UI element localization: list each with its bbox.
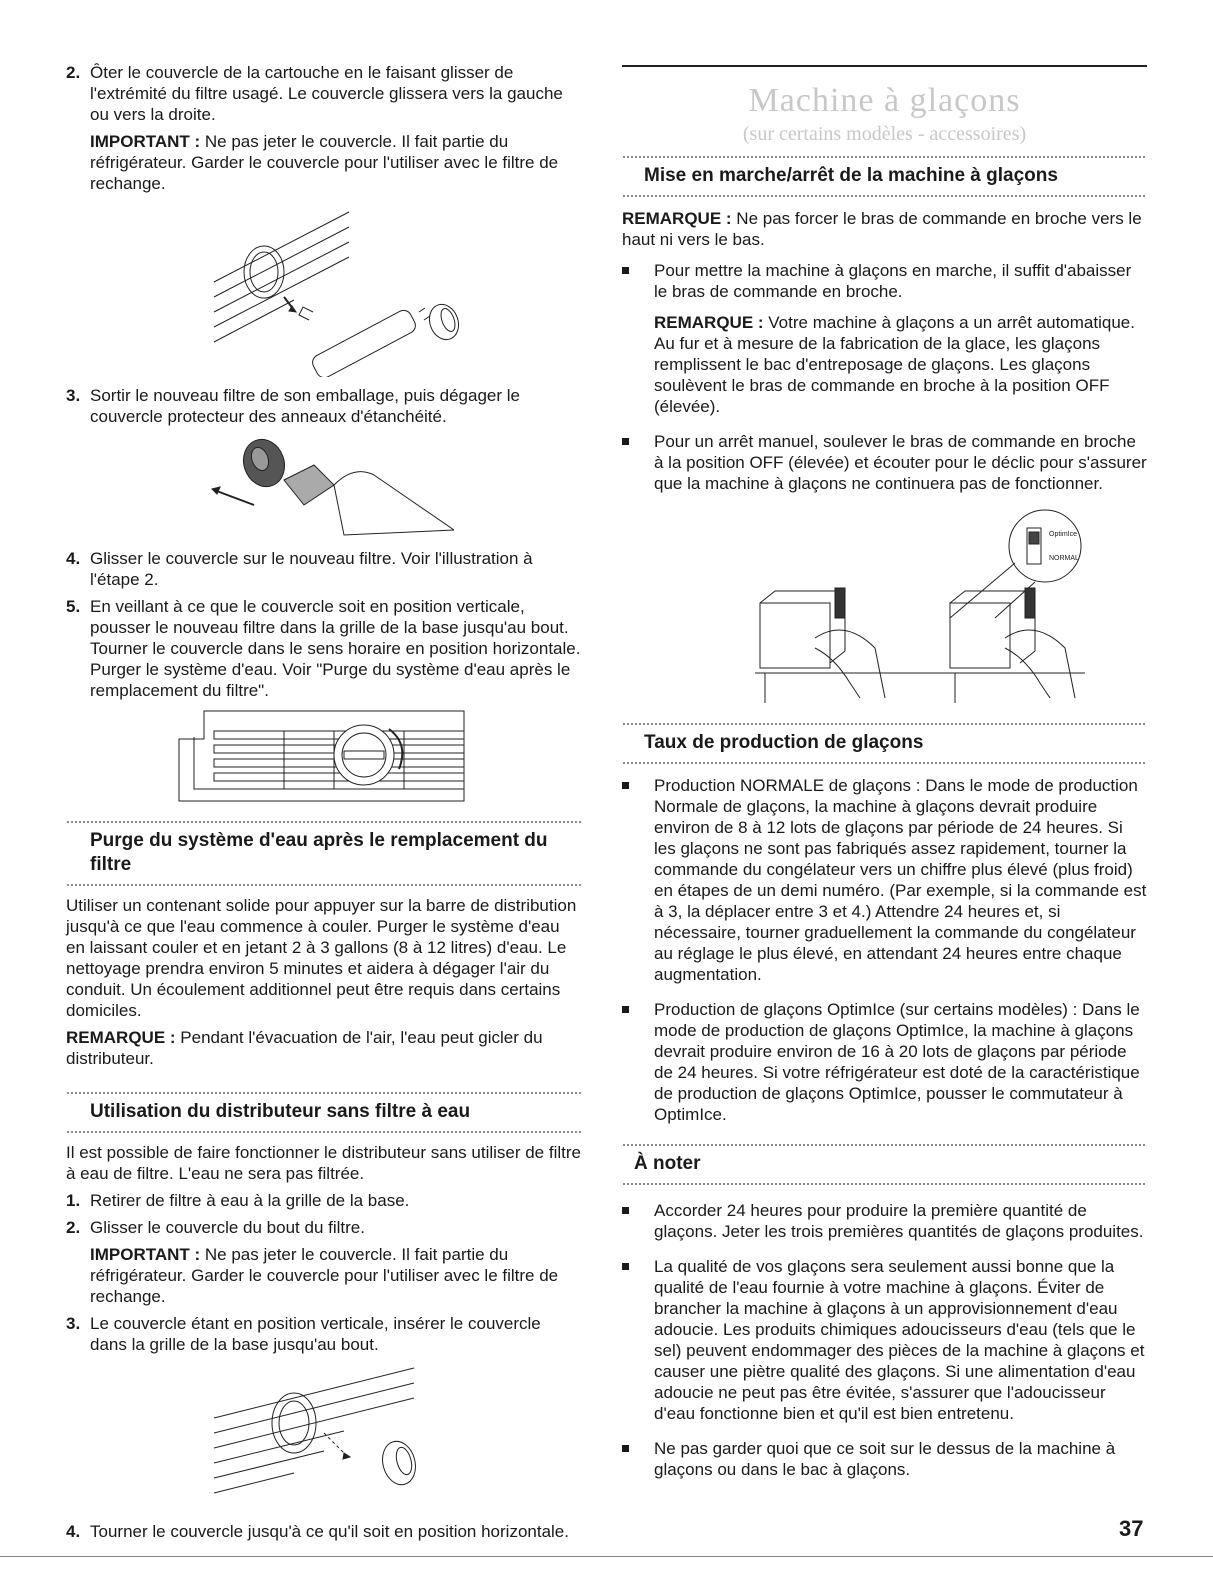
step-4	[66, 548, 581, 590]
step-3	[66, 385, 581, 427]
left-column	[66, 0, 581, 1548]
important-note: IMPORTANT : Ne pas jeter le couvercle. Il fait partie du réfrigérateur. Garder le couvercle pour l'utiliser avec le filtre de rechange.	[90, 132, 559, 193]
no-filter-step-4	[66, 1521, 581, 1542]
step-5	[66, 596, 581, 701]
notes-section-header	[622, 1143, 1147, 1186]
purge-section-header	[66, 820, 581, 887]
protective-cap-illustration	[194, 435, 454, 540]
no-filter-paragraph: Il est possible de faire fonctionner le distributeur sans utiliser de filtre à eau de filtre. L'eau ne sera pas filtrée.	[66, 1143, 581, 1183]
step-number: 4.	[66, 549, 81, 568]
bottom-rule	[0, 1556, 1213, 1557]
no-filter-step-3	[66, 1313, 581, 1355]
base-grille-illustration	[174, 709, 474, 804]
onoff-bullet-1: Pour mettre la machine à glaçons en marche, il suffit d'abaisser le bras de commande en broche. REMARQUE : Votre machine à glaçons a un arrêt automatique. Au fur et à mesure de la fabrication de la glace, les glaçons remplissent le bac d'entreposage de glaçons. Les glaçons soulèvent le bras de commande en broche à la position OFF (élevée).	[622, 260, 1147, 417]
onoff-note: REMARQUE : Ne pas forcer le bras de commande en broche vers le haut ni vers le bas.	[622, 209, 1142, 249]
step-text: Tourner le couvercle jusqu'à ce qu'il soit en position horizontale.	[90, 1522, 569, 1541]
optimice-label: OptimIce	[1048, 531, 1077, 538]
section-subtitle: (sur certains modèles - accessoires)	[742, 123, 1027, 145]
cap-removal-illustration	[174, 202, 474, 377]
rate-bullet-optimice: Production de glaçons OptimIce (sur certains modèles) : Dans le mode de production de glaçons OptimIce, la machine à glaçons devrait produire environ de 16 à 20 lots de glaçons par période de 24 heures. Si votre réfrigérateur est doté de la caractéristique de production de glaçons OptimIce, pousser le commutateur à OptimIce.	[622, 999, 1147, 1125]
step-text: Retirer de filtre à eau à la grille de la base.	[90, 1191, 410, 1210]
divider	[66, 820, 581, 824]
divider	[622, 1143, 1147, 1147]
step-text: Glisser le couvercle sur le nouveau filtre. Voir l'illustration à l'étape 2.	[90, 549, 533, 589]
no-filter-heading: Utilisation du distributeur sans filtre à eau	[90, 1101, 471, 1122]
no-filter-step-2	[66, 1217, 581, 1307]
onoff-heading: Mise en marche/arrêt de la machine à glaçons	[644, 165, 1058, 186]
rate-heading: Taux de production de glaçons	[644, 732, 924, 753]
cap-insert-illustration	[194, 1363, 454, 1513]
step-number: 4.	[66, 1522, 81, 1541]
step-number: 1.	[66, 1191, 81, 1210]
notes-bullet-1: Accorder 24 heures pour produire la première quantité de glaçons. Jeter les trois premières quantités de glaçons produites.	[622, 1200, 1147, 1242]
right-column	[622, 0, 1147, 1494]
important-note: IMPORTANT : Ne pas jeter le couvercle. Il fait partie du réfrigérateur. Garder le couvercle pour l'utiliser avec le filtre de rechange.	[90, 1245, 559, 1306]
purge-paragraph: Utiliser un contenant solide pour appuyer sur la barre de distribution jusqu'à ce que l'eau commence à couler. Purger le système d'eau en laissant couler et en jetant 2 à 3 gallons (8 à 12 litres) d'eau. Le nettoyage prendra environ 5 minutes et aidera à dégager l'air du conduit. Un écoulement additionnel peut être requis dans certains domiciles.	[66, 896, 577, 1020]
divider	[622, 722, 1147, 726]
section-title: Machine à glaçons	[748, 82, 1021, 119]
no-filter-section-header	[66, 1091, 581, 1134]
section-title-block	[622, 81, 1147, 147]
step-text: Le couvercle étant en position verticale, insérer le couvercle dans la grille de la base jusqu'au bout.	[90, 1314, 541, 1354]
normal-label: NORMAL	[1048, 555, 1079, 562]
purge-heading: Purge du système d'eau après le remplacement du filtre	[90, 830, 548, 875]
auto-stop-note: REMARQUE : Votre machine à glaçons a un arrêt automatique. Au fur et à mesure de la fabrication de la glace, les glaçons remplissent le bac d'entreposage de glaçons. Les glaçons soulèvent le bras de commande en broche à la position OFF (élevée).	[654, 313, 1135, 416]
step-number: 2.	[66, 63, 81, 82]
purge-note: REMARQUE : Pendant l'évacuation de l'air, l'eau peut gicler du distributeur.	[66, 1028, 543, 1068]
step-number: 5.	[66, 597, 81, 616]
ice-maker-arm-illustration	[665, 508, 1105, 708]
page-number: 37	[1119, 1516, 1144, 1541]
step-text: En veillant à ce que le couvercle soit en position verticale, pousser le nouveau filtre dans la grille de la base jusqu'au bout. Tourner le couvercle dans le sens horaire en position horizontale. Purger le système d'eau. Voir "Purge du système d'eau après le remplacement du filtre".	[90, 597, 581, 700]
divider	[66, 1091, 581, 1095]
no-filter-step-1	[66, 1190, 581, 1211]
rate-bullet-normal: Production NORMALE de glaçons : Dans le mode de production Normale de glaçons, la machine à glaçons devrait produire environ de 8 à 12 lots de glaçons par période de 24 heures. Si les glaçons ne sont pas fabriqués assez rapidement, tourner la commande du congélateur vers un chiffre plus élevé (plus froid) en étapes de un demi numéro. (Par exemple, si la commande est à 3, la déplacer entre 3 et 4.) Attendre 24 heures et, si nécessaire, tourner graduellement la commande du congélateur au réglage le plus élevé, en attendant 24 heures entre chaque augmentation.	[622, 775, 1147, 985]
onoff-section-header	[622, 155, 1147, 198]
step-text: Ôter le couvercle de la cartouche en le faisant glisser de l'extrémité du filtre usagé. Le couvercle glissera vers la gauche ou vers la droite.	[90, 63, 563, 124]
step-number: 3.	[66, 386, 81, 405]
notes-bullet-2: La qualité de vos glaçons sera seulement aussi bonne que la qualité de l'eau fournie à votre machine à glaçons. Éviter de brancher la machine à glaçons à un approvisionnement d'eau adoucie. Les produits chimiques adoucisseurs d'eau (tels que le sel) peuvent endommager des pièces de la machine à glaçons et causer une piètre qualité des glaçons. Si une alimentation d'eau adoucie ne peut pas être évitée, s'assurer que l'adoucisseur d'eau fonctionne bien et qu'il est bien entretenu.	[622, 1256, 1147, 1424]
notes-heading: À noter	[634, 1153, 701, 1174]
step-2	[66, 62, 581, 194]
step-text: Glisser le couvercle du bout du filtre.	[90, 1218, 365, 1237]
rate-section-header	[622, 722, 1147, 765]
divider	[622, 155, 1147, 159]
onoff-bullet-2: Pour un arrêt manuel, soulever le bras de commande en broche à la position OFF (élevée) et écouter pour le déclic pour s'assurer que la machine à glaçons ne continuera pas de fonctionner.	[622, 431, 1147, 494]
step-number: 2.	[66, 1218, 81, 1237]
step-text: Sortir le nouveau filtre de son emballage, puis dégager le couvercle protecteur des anneaux d'étanchéité.	[90, 386, 520, 426]
notes-bullet-3: Ne pas garder quoi que ce soit sur le dessus de la machine à glaçons ou dans le bac à glaçons.	[622, 1438, 1147, 1480]
step-number: 3.	[66, 1314, 81, 1333]
